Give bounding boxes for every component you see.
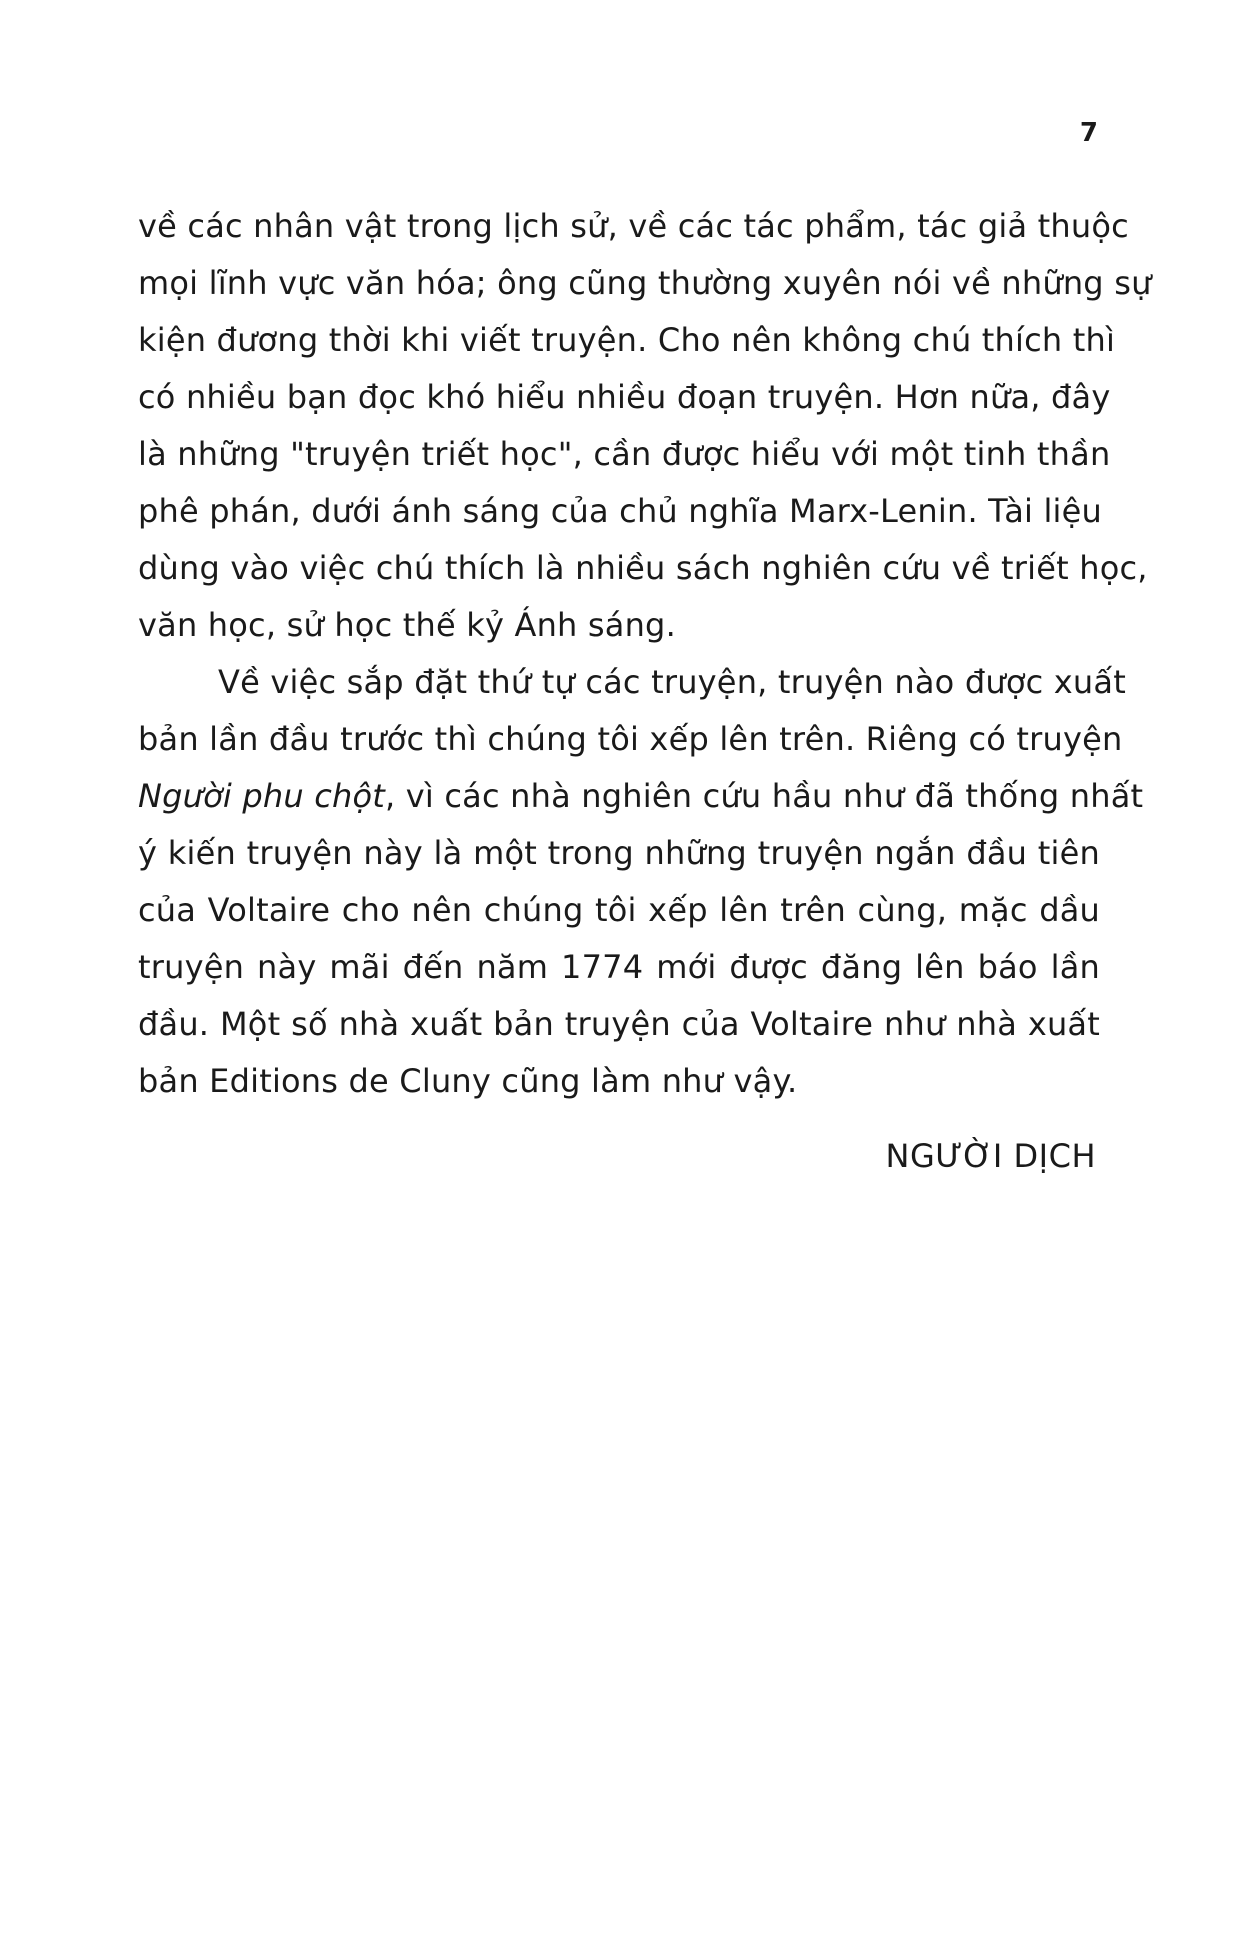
translator-signature: NGƯỜI DỊCH [885, 1137, 1096, 1175]
text-line: phê phán, dưới ánh sáng của chủ nghĩa Marx-Lenin. Tài liệu [138, 492, 1103, 530]
text-line: dùng vào việc chú thích là nhiều sách nghiên cứu về triết học, [138, 549, 1148, 587]
text-line: của Voltaire cho nên chúng tôi xếp lên trên cùng, mặc dầu [138, 891, 1100, 929]
text-line: truyện này mãi đến năm 1774 mới được đăng lên báo lần [138, 948, 1100, 986]
text-span: , vì các nhà nghiên cứu hầu như đã thống nhất [385, 777, 1144, 815]
text-line: Về việc sắp đặt thứ tự các truyện, truyện nào được xuất [218, 663, 1126, 701]
text-line: ý kiến truyện này là một trong những truyện ngắn đầu tiên [138, 834, 1100, 872]
text-line: văn học, sử học thế kỷ Ánh sáng. [138, 606, 676, 644]
text-line: bản Editions de Cluny cũng làm như vậy. [138, 1062, 798, 1100]
text-line: bản lần đầu trước thì chúng tôi xếp lên trên. Riêng có truyện [138, 720, 1123, 758]
page-number: 7 [1079, 118, 1098, 148]
text-line: về các nhân vật trong lịch sử, về các tác phẩm, tác giả thuộc [138, 207, 1129, 245]
body-text [138, 198, 1152, 1110]
paragraph-1 [138, 198, 1152, 654]
text-line-with-title [138, 768, 1144, 825]
text-line: kiện đương thời khi viết truyện. Cho nên không chú thích thì [138, 321, 1116, 359]
story-title: Người phu chột [138, 777, 386, 815]
text-line: có nhiều bạn đọc khó hiểu nhiều đoạn truyện. Hơn nữa, đây [138, 378, 1111, 416]
text-line: mọi lĩnh vực văn hóa; ông cũng thường xuyên nói về những sự [138, 264, 1152, 302]
text-line: là những "truyện triết học", cần được hiểu với một tinh thần [138, 435, 1111, 473]
text-line: đầu. Một số nhà xuất bản truyện của Voltaire như nhà xuất [138, 1005, 1100, 1043]
paragraph-2 [138, 654, 1144, 1110]
